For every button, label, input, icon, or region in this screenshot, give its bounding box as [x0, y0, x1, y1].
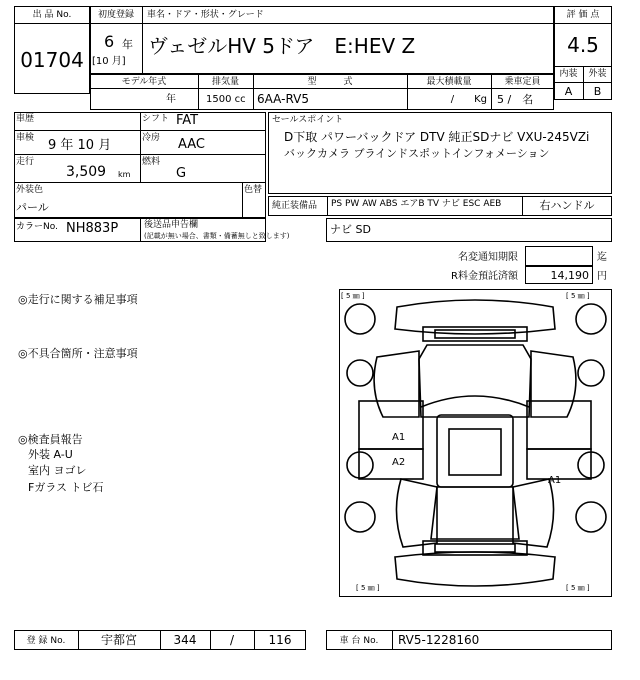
exterior-grade-label: 外装 [588, 69, 607, 79]
registration-kana: / [229, 633, 235, 647]
model-code-label: 型 式 [307, 77, 353, 87]
history-label: 車歴 [16, 114, 35, 124]
exterior-report: 外装 A-U [28, 448, 73, 461]
lot-label: 出 品 No. [32, 10, 72, 20]
fuel-value: G [176, 166, 187, 181]
registration-class: 344 [173, 633, 197, 647]
mileage-label: 走行 [16, 157, 35, 167]
shift-label: シフト [142, 114, 170, 124]
fuel-label: 燃料 [142, 157, 161, 167]
tire-depth-rear-right: [ 5 ㎜ ] [566, 584, 590, 592]
mileage-unit: km [118, 170, 131, 179]
recycle-fee-unit: 円 [597, 271, 607, 282]
inspector-report-heading: ◎検査員報告 [18, 433, 83, 446]
hood [419, 345, 531, 417]
notice-deadline-label: 名変通知期限 [458, 252, 518, 263]
wheel-front-right-icon [576, 304, 606, 334]
recycle-fee-label: R料金預託済額 [451, 271, 518, 282]
chassis-number: RV5-1228160 [398, 633, 480, 647]
capacity: 5 / 名 [497, 93, 534, 106]
recycle-fee-value: 14,190 [550, 269, 589, 282]
driving-notes-heading: ◎走行に関する補足事項 [18, 293, 138, 306]
max-load: / Kg [450, 94, 487, 105]
wheel-front-left-icon [345, 304, 375, 334]
defect-notes-heading: ◎不具合箇所・注意事項 [18, 347, 138, 360]
car-name-label: 車名・ドア・形状・グレード [147, 10, 264, 20]
equipment-value: PS PW AW ABS エアB TV ナビ ESC AEB [331, 199, 502, 209]
color-no-label: カラーNo. [16, 222, 58, 232]
front-bumper [395, 300, 555, 334]
damage-mark-a1-right: A1 [548, 475, 562, 486]
color-no-value: NH883P [66, 221, 119, 236]
first-reg-month: [10 月] [92, 56, 126, 67]
first-reg-year: 6 [104, 32, 115, 51]
mileage-value: 3,509 [66, 164, 107, 180]
first-reg-label: 初度登録 [97, 10, 134, 20]
ac-value: AAC [178, 137, 205, 152]
color-change-label: 色替 [244, 185, 263, 195]
interior-report: 室内 ヨゴレ [28, 464, 87, 477]
notice-deadline-unit: 迄 [597, 252, 607, 263]
tire-depth-rear-left: [ 5 ㎜ ] [356, 584, 380, 592]
displacement-label: 排気量 [211, 77, 239, 87]
aftermarket-label: 後送品申告欄 [144, 220, 199, 230]
sales-point-label: セールスポイント [272, 115, 344, 125]
shift-value: FAT [176, 113, 199, 128]
exterior-grade: B [593, 85, 602, 98]
wheel-rear-left-icon [345, 502, 375, 532]
capacity-label: 乗車定員 [504, 77, 541, 87]
aftermarket-value: ナビ SD [330, 223, 371, 236]
model-year-unit: 年 [166, 94, 176, 105]
registration-number: 116 [268, 633, 292, 647]
glass-report: Fガラス トビ石 [28, 481, 104, 494]
notice-deadline-box [525, 246, 593, 266]
displacement: 1500 cc [206, 94, 246, 105]
aftermarket-note: (記載が無い場合、書類・備蓄無しと致します) [144, 232, 290, 240]
registration-place: 宇都宮 [100, 633, 137, 647]
damage-mark-a2-left: A2 [392, 457, 406, 468]
ac-label: 冷房 [142, 133, 161, 143]
interior-grade-label: 内装 [559, 69, 578, 79]
max-load-label: 最大積載量 [426, 77, 472, 87]
registration-label: 登 録 No. [26, 636, 66, 646]
ext-color-value: パール [16, 201, 49, 214]
model-year-label: モデル年式 [121, 77, 167, 87]
equipment-label: 純正装備品 [272, 201, 318, 211]
interior-grade: A [564, 85, 573, 98]
lot-number: 01704 [20, 48, 84, 72]
sales-point-line1: D下取 パワーバックドア DTV 純正SDナビ VXU-245VZi [284, 130, 590, 144]
model-code: 6AA-RV5 [257, 92, 309, 106]
inspection-label: 車検 [16, 133, 35, 143]
wheel-rear-right-icon [576, 502, 606, 532]
tire-depth-front-right: [ 5 ㎜ ] [566, 292, 590, 300]
car-outline-diagram [339, 289, 612, 597]
inspection-value: 9 年 10 月 [48, 138, 112, 153]
grade-label: 評 価 点 [566, 10, 600, 20]
chassis-label: 車 台 No. [339, 636, 379, 646]
damage-mark-a1-left: A1 [392, 432, 406, 443]
sales-point-line2: バックカメラ ブラインドスポットインフォメーション [284, 147, 550, 160]
ext-color-label: 外装色 [16, 185, 44, 195]
overall-grade: 4.5 [567, 33, 599, 57]
rear-bumper [395, 552, 555, 586]
tire-depth-front-left: [ 5 ㎜ ] [341, 292, 365, 300]
first-reg-year-unit: 年 [122, 38, 133, 51]
car-name: ヴェゼルHV 5ドア E:HEV Z [148, 34, 416, 58]
steering-side: 右ハンドル [539, 199, 595, 212]
